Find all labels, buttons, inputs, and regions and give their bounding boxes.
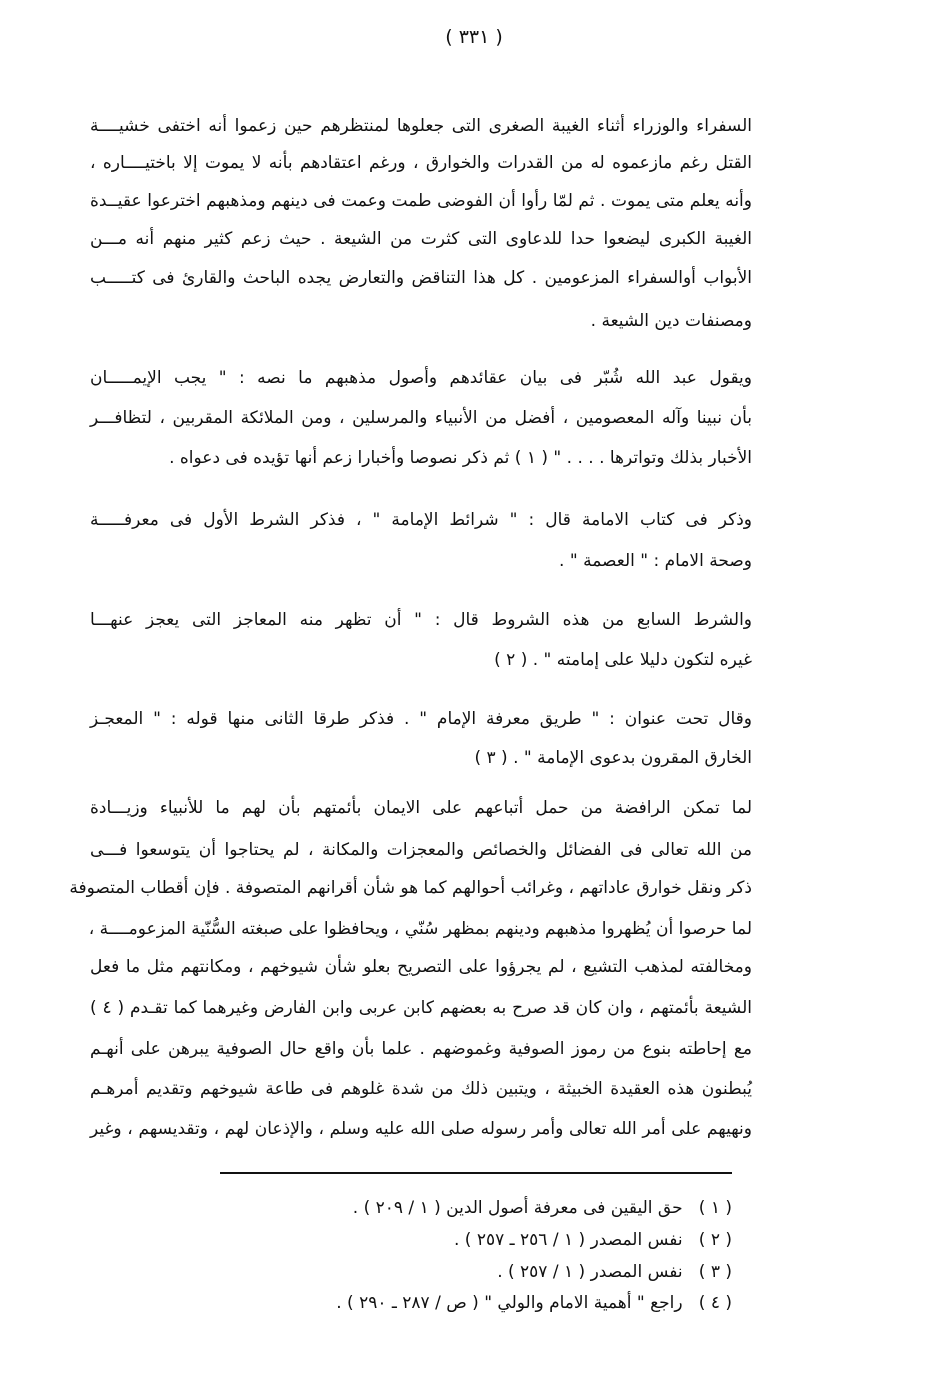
text-line: بأن نبينا وآله المعصومين ، أفضل من الأنبياء والمرسلين ، ومن الملائكة المقربين ، لتظافـــر xyxy=(90,408,752,428)
footnote-number: ( ٢ ) xyxy=(698,1230,732,1250)
footnote-separator xyxy=(220,1172,732,1174)
text-line: وقال تحت عنوان : " طريق معرفة الإمام " . فذكر طرقا الثانى منها قوله : " المعجـز xyxy=(90,709,752,729)
footnote xyxy=(454,1228,732,1252)
text-line: ومخالفته لمذهب التشيع ، لم يجرؤوا على التصريح بعلو شأن شيوخهم ، ومكانتهم مثل ما فعل xyxy=(90,957,752,977)
text-line: السفراء والوزراء أثناء الغيبة الصغرى التى جعلوها لمنتظرهم حين زعموا أنه اختفى خشيــــة xyxy=(90,116,752,136)
text-line: الخارق المقرون بدعوى الإمامة " . ( ٣ ) xyxy=(474,748,752,768)
page-number: ( ٣٣١ ) xyxy=(445,26,503,48)
text-line: غيره لتكون دليلا على إمامته " . ( ٢ ) xyxy=(494,650,752,670)
footnote xyxy=(336,1291,732,1315)
text-line: الشيعة بأئمتهم ، وان كان قد صرح به بعضهم كابن عربى وابن الفارض وغيرهما كما تقـدم ( ٤ ) xyxy=(90,998,752,1018)
footnote-text: حق اليقين فى معرفة أصول الدين ( ١ / ٢٠٩ ) . xyxy=(352,1198,683,1218)
footnote-number: ( ٤ ) xyxy=(698,1293,732,1313)
footnote xyxy=(497,1260,732,1284)
text-line: يُبطنون هذه العقيدة الخبيثة ، ويتبين ذلك من شدة غلوهم فى طاعة شيوخهم وتقديم أمرهـم xyxy=(90,1079,752,1099)
text-line: وصحة الامام : " العصمة " . xyxy=(559,551,752,571)
footnote-number: ( ١ ) xyxy=(698,1198,732,1218)
text-line: ذكر ونقل خوارق عاداتهم ، وغرائب أحوالهم كما هو شأن أقرانهم المتصوفة . فإن أقطاب المتصوفة xyxy=(69,878,752,898)
text-line: لما تمكن الرافضة من حمل أتباعهم على الايمان بأئمتهم بأن لهم ما للأنبياء وزيـــادة xyxy=(90,798,752,818)
text-line: ومصنفات دين الشيعة . xyxy=(590,311,752,331)
text-line: مع إحاطته بنوع من رموز الصوفية وغموضهم . علما بأن واقع حال الصوفية يبرهن على أنهـم xyxy=(90,1039,752,1059)
text-line: القتل رغم مازعموه له من القدرات والخوارق ، ورغم اعتقادهم بأنه لا يموت إلا باختيــــاره ، xyxy=(90,153,752,173)
footnote-number: ( ٣ ) xyxy=(698,1262,732,1282)
text-line: والشرط السابع من هذه الشروط قال : " أن تظهر منه المعاجز التى يعجز عنهـــا xyxy=(90,610,752,630)
text-line: الغيبة الكبرى ليضعوا حدا للدعاوى التى كثرت من الشيعة . حيث زعم كثير منهم أنه مـــن xyxy=(90,229,752,249)
text-line: وأنه يعلم متى يموت . ثم لمّا رأوا أن الفوضى طمت وعمت فى دينهم ومذهبهم اخترعوا عقيــدة xyxy=(90,191,752,211)
text-line: الأخبار بذلك وتواترها . . . . " ( ١ ) ثم ذكر نصوصا وأخبارا زعم أنها تؤيده فى دعواه . xyxy=(169,448,752,468)
text-line: من الله تعالى فى الفضائل والخصائص والمعجزات والمكانة ، لم يحتاجوا أن يتوسعوا فـــى xyxy=(90,840,752,860)
text-line: الأبواب أوالسفراء المزعومين . كل هذا التناقض والتعارض يجده الباحث والقارئ فى كتـــــب xyxy=(90,268,752,288)
text-line: لما حرصوا أن يُظهروا مذهبهم ودينهم بمظهر سُنّي ، ويحافظوا على صبغته السُّنّية المزعومــــة ، xyxy=(88,919,752,939)
text-line: ونهيهم على أمر الله تعالى وأمر رسوله صلى الله عليه وسلم ، والإذعان لهم ، وتقديسهم ، وغير xyxy=(90,1119,752,1139)
footnote-text: راجع " أهمية الامام والولي " ( ص / ٢٨٧ ـ ٢٩٠ ) . xyxy=(336,1293,683,1313)
text-line: وذكر فى كتاب الامامة قال : " شرائط الإمامة " ، فذكر الشرط الأول فى معرفـــــة xyxy=(90,510,752,530)
text-line: ويقول عبد الله شُبّر فى بيان عقائدهم وأصول مذهبهم ما نصه : " يجب الإيمـــــان xyxy=(90,368,752,388)
footnote-text: نفس المصدر ( ١ / ٢٥٦ ـ ٢٥٧ ) . xyxy=(453,1230,683,1250)
footnote xyxy=(353,1196,732,1220)
footnote-text: نفس المصدر ( ١ / ٢٥٧ ) . xyxy=(497,1262,683,1282)
